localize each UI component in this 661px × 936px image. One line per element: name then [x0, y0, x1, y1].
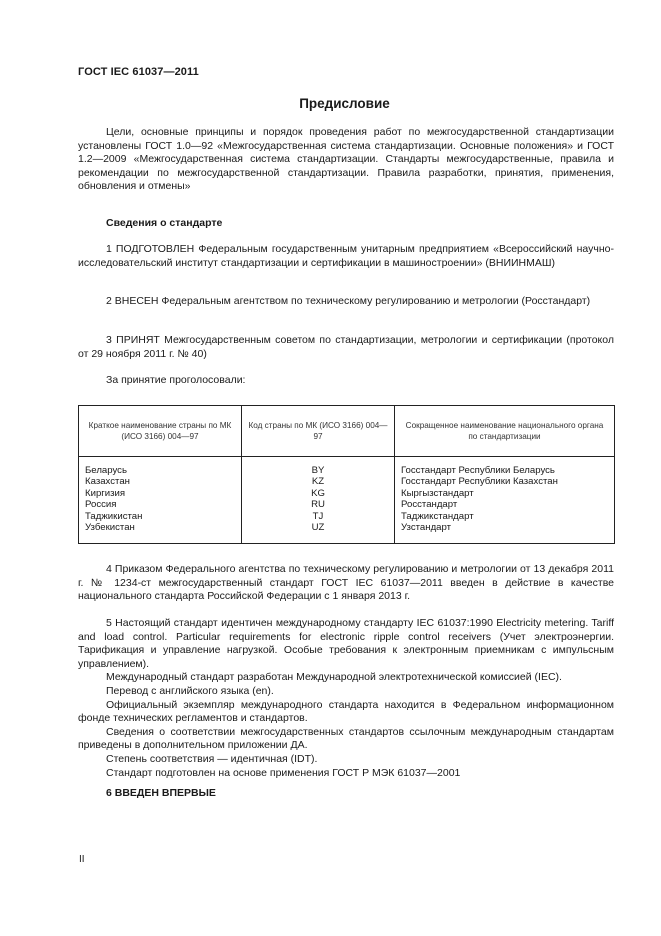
- item-3: [78, 334, 614, 361]
- country-code-cell: [242, 457, 395, 544]
- item-6: 6 ВВЕДЕН ВПЕРВЫЕ: [106, 787, 216, 799]
- country-code: KG: [311, 487, 325, 499]
- country-name-cell: [79, 457, 242, 544]
- item-5-text: Степень соответствия — идентичная (IDT).: [106, 752, 318, 765]
- standards-body: Кыргызстандарт: [401, 487, 474, 499]
- country-name: Киргизия: [85, 487, 126, 499]
- standards-body: Росстандарт: [401, 499, 458, 511]
- country-code: BY: [311, 465, 325, 476]
- standards-body-cell: [395, 457, 615, 544]
- page-title: Предисловие: [299, 96, 390, 111]
- item-3-text: 3 ПРИНЯТ Межгосударственным советом по стандартизации, метрологии и сертификации (протокол от 29 ноября 2011 г. № 40): [78, 334, 614, 360]
- document-header-code: ГОСТ IEC 61037—2011: [78, 66, 199, 78]
- item-5-text: Стандарт подготовлен на основе применения ГОСТ Р МЭК 61037—2001: [106, 766, 461, 779]
- country-name: Беларусь: [85, 465, 127, 476]
- item-1-text: 1 ПОДГОТОВЛЕН Федеральным государственным унитарным предприятием «Всероссийский научно-исследовательский институт стандартизации и сертификации в машиностроении» (ВНИИНМАШ): [78, 243, 614, 269]
- item-5-text: Официальный экземпляр международного стандарта находится в Федеральном информационном фонде технических регламентов и стандартов.: [78, 698, 614, 725]
- country-name: Россия: [85, 499, 117, 511]
- info-heading: Сведения о стандарте: [106, 217, 223, 229]
- standards-body: Госстандарт Республики Казахстан: [401, 476, 558, 488]
- intro-paragraph: [78, 126, 614, 194]
- item-4-text: 4 Приказом Федерального агентства по техническому регулированию и метрологии от 13 декабря 2011 г. № 1234-ст межгосударственный стандарт ГОСТ IEC 61037—2011 введен в действие в качестве национального стандарта Российской Федерации с 1 января 2013 г.: [78, 563, 614, 603]
- voted-label: За принятие проголосовали:: [106, 374, 246, 386]
- vote-table: [78, 405, 615, 544]
- country-code: TJ: [312, 510, 324, 522]
- item-5: [78, 617, 614, 780]
- standards-body: Госстандарт Республики Беларусь: [401, 465, 555, 476]
- country-code: RU: [311, 499, 325, 511]
- country-code: UZ: [311, 522, 325, 534]
- country-name: Узбекистан: [85, 522, 135, 534]
- item-4: [78, 563, 614, 604]
- item-2: [78, 295, 614, 309]
- standards-body: Таджикстандарт: [401, 510, 474, 522]
- item-5-text: Сведения о соответствии межгосударственных стандартов ссылочным международным стандартам приведены в дополнительном приложении ДА.: [78, 725, 614, 752]
- header-country-code: Код страны по МК (ИСО 3166) 004—97: [242, 406, 395, 457]
- country-name: Казахстан: [85, 476, 130, 488]
- vote-table-body-row: [79, 457, 615, 544]
- item-5-text: 5 Настоящий стандарт идентичен международному стандарту IEC 61037:1990 Electricity metering. Tariff and load control. Particular requirements for electronic ripple control receivers (Учет электроэнергии. Тарификация и управление нагрузкой. Особые требования к электронным приемникам с импульсным управлением).: [78, 617, 614, 670]
- item-2-text: 2 ВНЕСЕН Федеральным агентством по техническому регулированию и метрологии (Росстандарт): [106, 295, 591, 307]
- country-name: Таджикистан: [85, 510, 143, 522]
- standards-body: Узстандарт: [401, 522, 452, 534]
- country-code: KZ: [311, 476, 325, 488]
- item-5-text: Перевод с английского языка (en).: [106, 684, 274, 697]
- item-5-text: Международный стандарт разработан Международной электротехнической комиссией (IEC).: [106, 671, 562, 684]
- page-number: II: [79, 854, 85, 865]
- item-1: [78, 243, 614, 270]
- header-country-name: Краткое наименование страны по МК (ИСО 3166) 004—97: [79, 406, 242, 457]
- vote-table-header-row: [79, 406, 615, 457]
- intro-text: Цели, основные принципы и порядок проведения работ по межгосударственной стандартизации установлены ГОСТ 1.0—92 «Межгосударственная система стандартизации. Основные положения» и ГОСТ 1.2—2009 «Межгосударственная система стандартизации. Стандарты межгосударственные, правила и рекомендации по межгосударственной стандартизации. Правила разработки, принятия, применения, обновления и отмены»: [78, 126, 614, 193]
- header-standards-body: Сокращенное наименование национального органа по стандартизации: [395, 406, 615, 457]
